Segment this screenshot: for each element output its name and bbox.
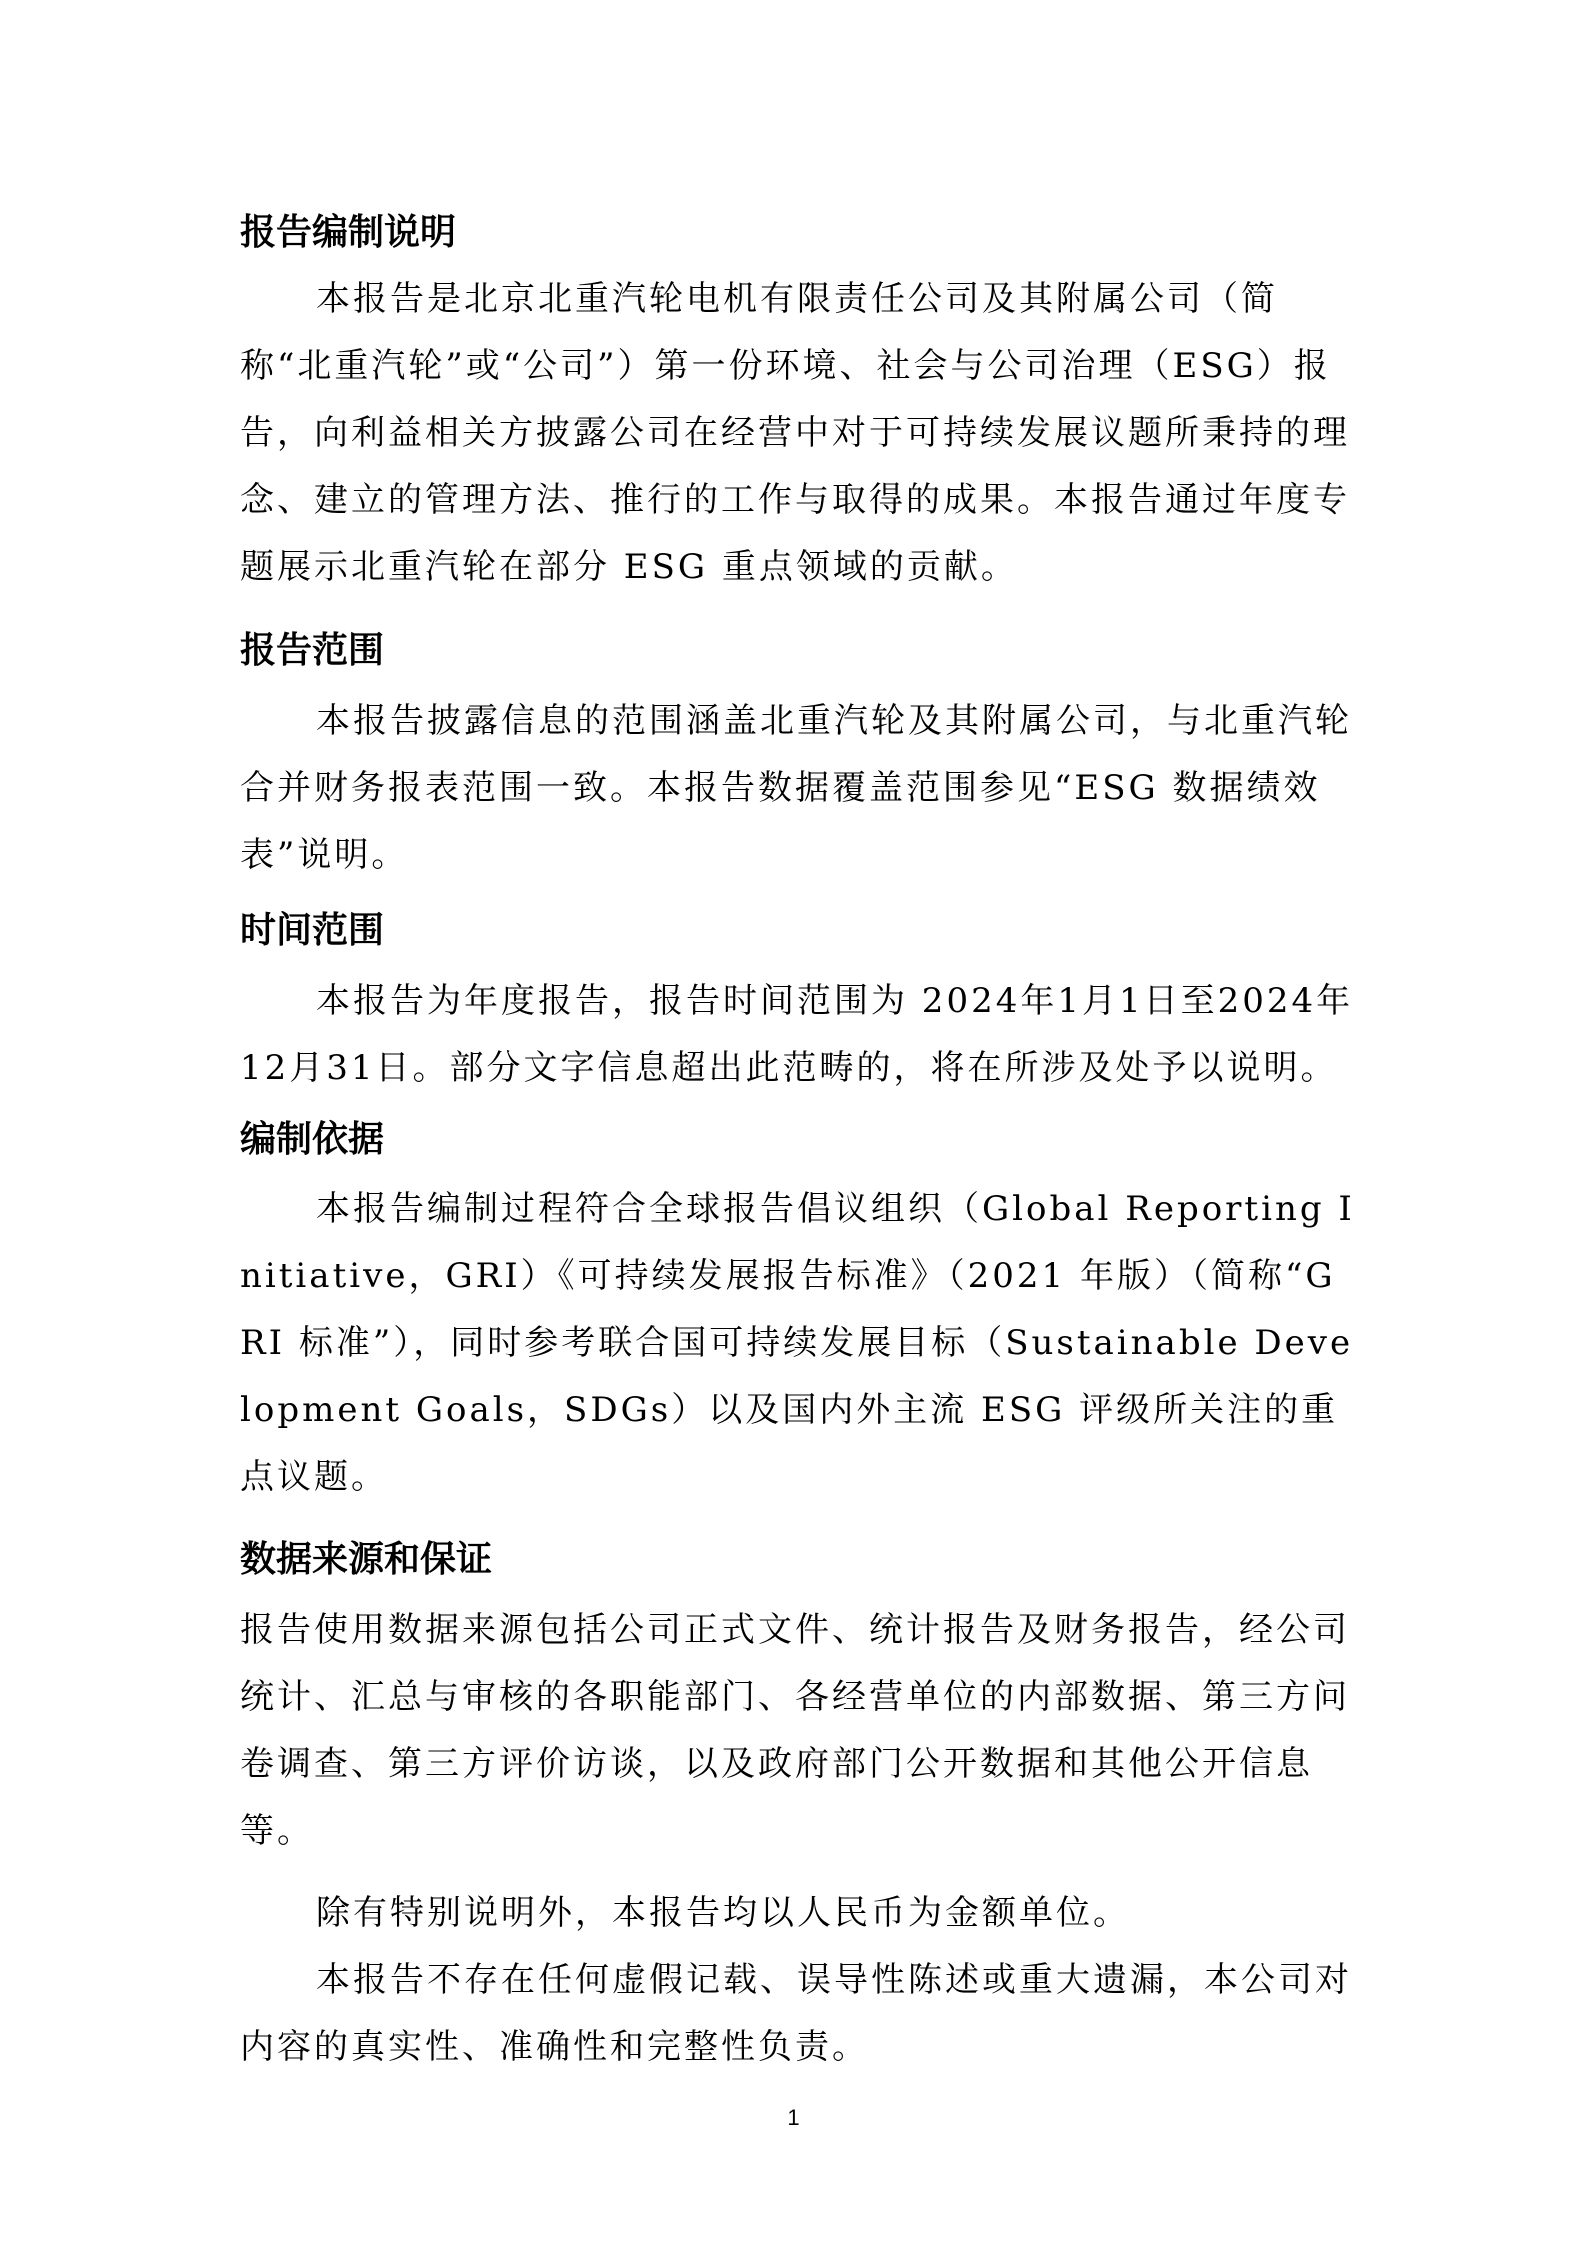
section-heading-scope: 报告范围 <box>240 630 385 671</box>
paragraph-basis: 本报告编制过程符合全球报告倡议组织（Global Reporting Initiative，GRI）《可持续发展报告标准》（2021 年版）（简称“GRI 标准”），同时参考联合国可持续发展目标（Sustainable Development Goals，SDGs）以及国内外主流 ESG 评级所关注的重点议题。 <box>240 1189 1355 1497</box>
paragraph-time-range: 本报告为年度报告，报告时间范围为 2024年1月1日至2024年12月31日。部分文字信息超出此范畴的，将在所涉及处予以说明。 <box>240 981 1354 1088</box>
paragraph-currency-note: 除有特别说明外，本报告均以人民币为金额单位。 <box>316 1893 1130 1933</box>
paragraph-data-source: 报告使用数据来源包括公司正式文件、统计报告及财务报告，经公司统计、汇总与审核的各职能部门、各经营单位的内部数据、第三方问卷调查、第三方评价访谈，以及政府部门公开数据和其他公开信息等。 <box>240 1610 1350 1851</box>
section-heading-data-source: 数据来源和保证 <box>240 1539 493 1580</box>
paragraph-scope: 本报告披露信息的范围涵盖北重汽轮及其附属公司，与北重汽轮合并财务报表范围一致。本报告数据覆盖范围参见“ESG 数据绩效表”说明。 <box>240 701 1352 875</box>
section-heading-basis: 编制依据 <box>240 1119 385 1160</box>
paragraph-compilation: 本报告是北京北重汽轮电机有限责任公司及其附属公司（简称“北重汽轮”或“公司”）第一份环境、社会与公司治理（ESG）报告，向利益相关方披露公司在经营中对于可持续发展议题所秉持的理念、建立的管理方法、推行的工作与取得的成果。本报告通过年度专题展示北重汽轮在部分 ESG 重点领域的贡献。 <box>240 279 1350 587</box>
section-heading-compilation: 报告编制说明 <box>240 212 457 253</box>
paragraph-disclaimer: 本报告不存在任何虚假记载、误导性陈述或重大遗漏，本公司对内容的真实性、准确性和完整性负责。 <box>240 1960 1352 2067</box>
section-heading-time-range: 时间范围 <box>240 910 385 951</box>
page-number: 1 <box>787 2105 800 2130</box>
